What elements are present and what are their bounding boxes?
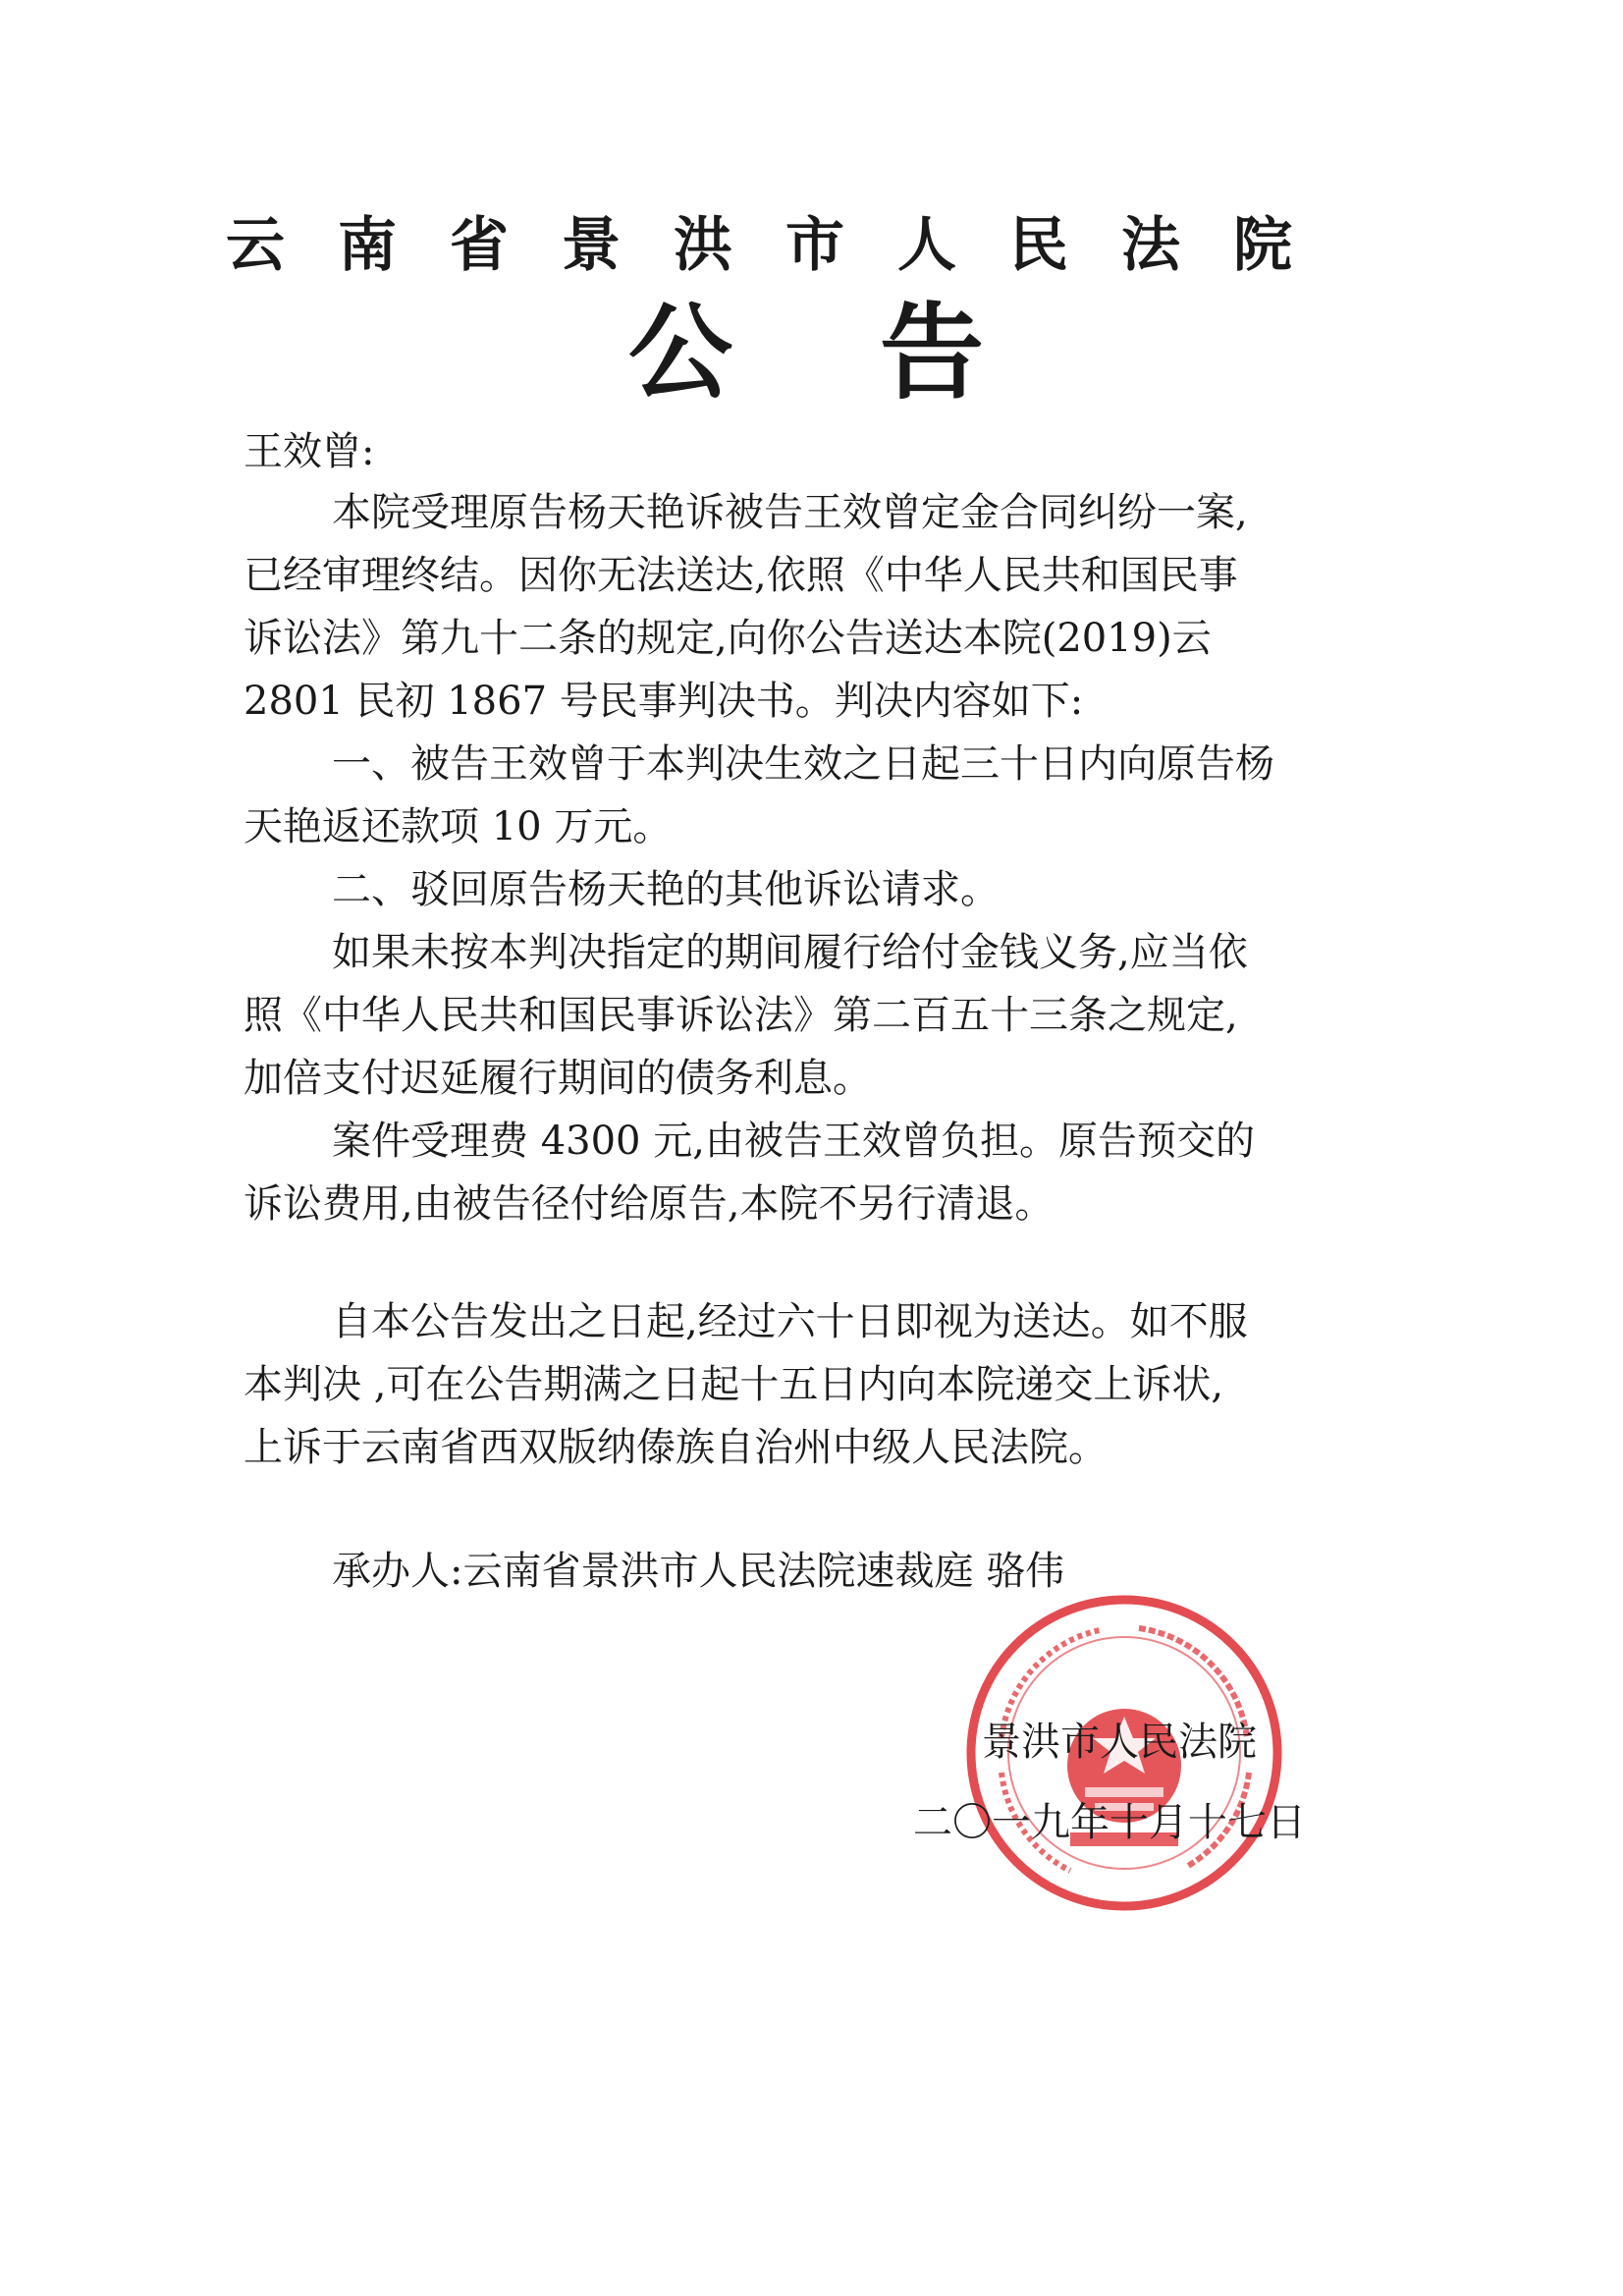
notice-heading: 公告 [628,293,1131,413]
paragraph-line: 已经审理终结。因你无法送达,依照《中华人民共和国民事 [243,553,1238,598]
paragraph-line: 2801 民初 1867 号民事判决书。判决内容如下: [243,679,1084,724]
paragraph-line: 照《中华人民共和国民事诉讼法》第二百五十三条之规定, [243,993,1238,1038]
court-name-heading: 云南省景洪市人民法院 [226,211,1345,280]
handler-line: 承办人:云南省景洪市人民法院速裁庭 骆伟 [332,1549,1065,1594]
paragraph-line: 本判决 ,可在公告期满之日起十五日内向本院递交上诉状, [243,1362,1224,1407]
paragraph-line: 诉讼法》第九十二条的规定,向你公告送达本院(2019)云 [243,616,1212,661]
issuer-name: 景洪市人民法院 [982,1720,1257,1765]
issue-date: 二〇一九年十月十七日 [913,1800,1306,1845]
paragraph-line: 加倍支付迟延履行期间的债务利息。 [243,1056,872,1101]
paragraph-line: 上诉于云南省西双版纳傣族自治州中级人民法院。 [243,1425,1108,1470]
judgment-item-2: 二、驳回原告杨天艳的其他诉讼请求。 [332,867,1000,912]
paragraph-line: 诉讼费用,由被告径付给原告,本院不另行清退。 [243,1181,1055,1227]
paragraph-line: 如果未按本判决指定的期间履行给付金钱义务,应当依 [332,930,1248,975]
paragraph-line: 本院受理原告杨天艳诉被告王效曾定金合同纠纷一案, [332,490,1248,535]
judgment-item-1-cont: 天艳返还款项 10 万元。 [243,804,673,849]
judgment-item-1: 一、被告王效曾于本判决生效之日起三十日内向原告杨 [332,741,1274,787]
addressee: 王效曾: [243,429,375,474]
paragraph-line: 自本公告发出之日起,经过六十日即视为送达。如不服 [332,1299,1248,1344]
paragraph-line: 案件受理费 4300 元,由被告王效曾负担。原告预交的 [332,1119,1255,1164]
